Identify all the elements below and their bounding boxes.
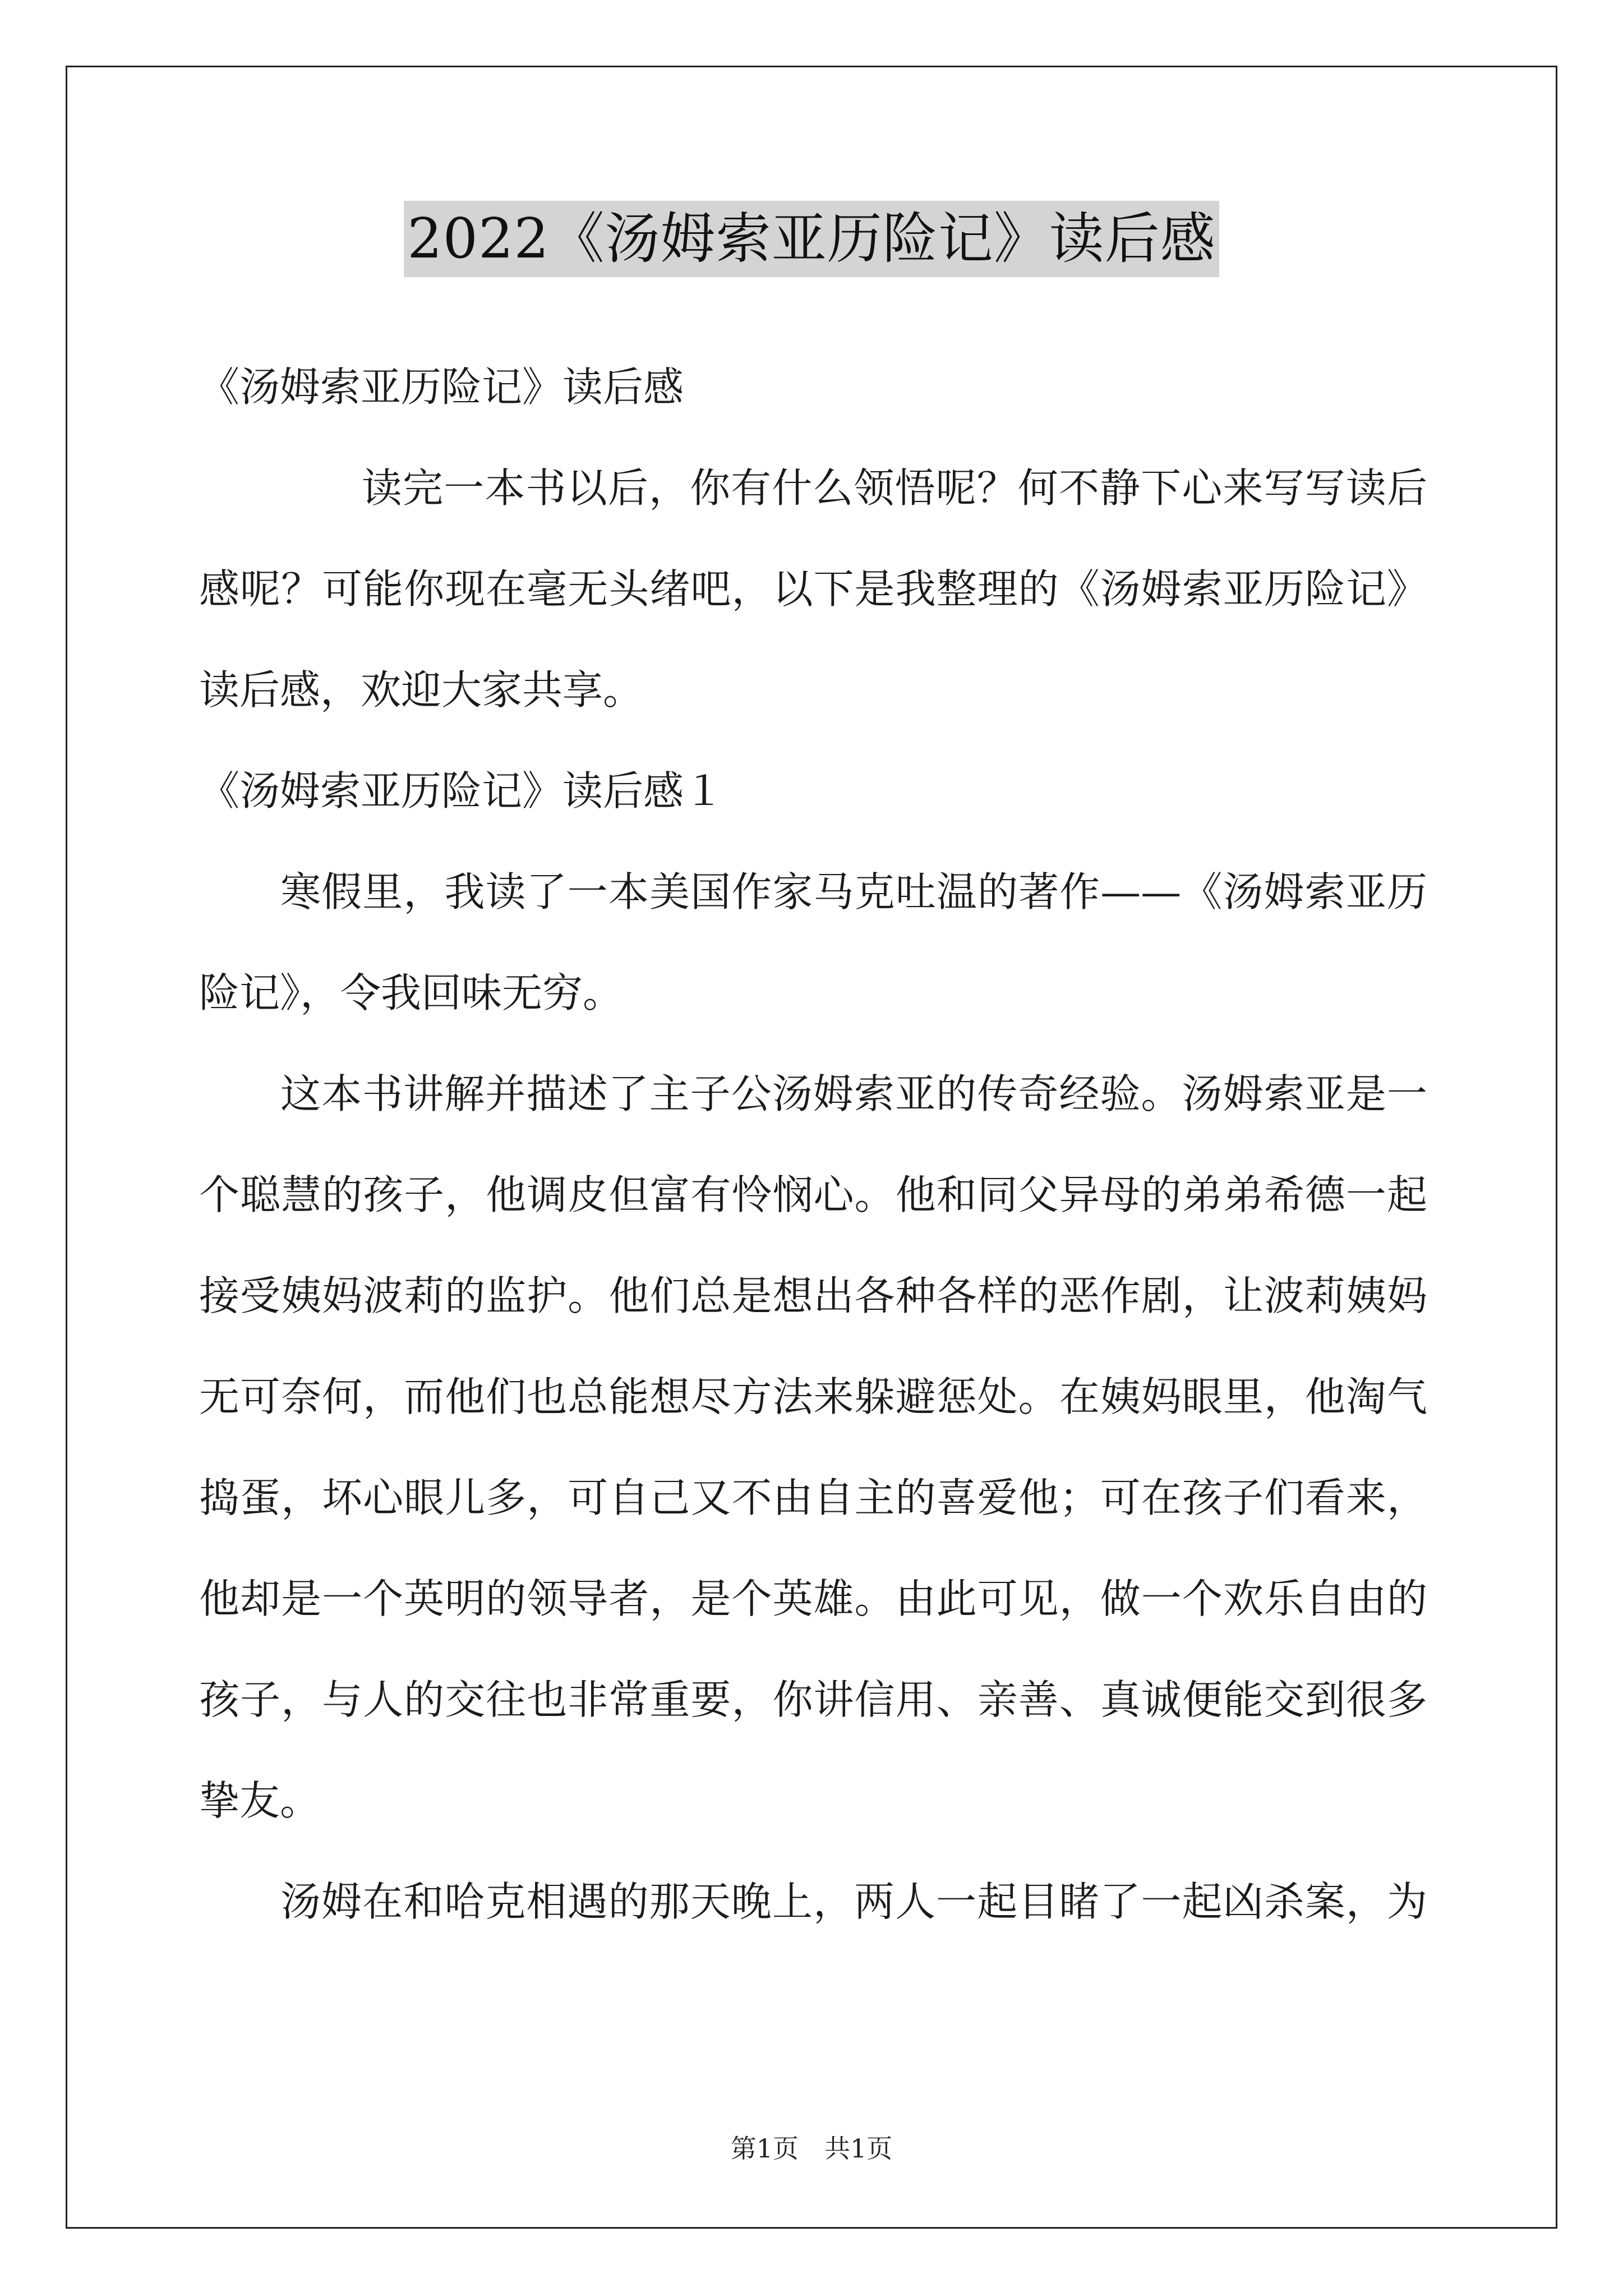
body-text-line: 汤姆在和哈克相遇的那天晚上，两人一起目睹了一起凶杀案，为 bbox=[280, 1878, 1427, 1925]
body-text-line: 挚友。 bbox=[199, 1777, 321, 1824]
body-text-line: 接受姨妈波莉的监护。他们总是想出各种各样的恶作剧，让波莉姨妈 bbox=[199, 1272, 1427, 1319]
body-text-line: 险记》，令我回味无穷。 bbox=[199, 969, 624, 1016]
body-text-line: 这本书讲解并描述了主子公汤姆索亚的传奇经验。汤姆索亚是一 bbox=[280, 1070, 1427, 1117]
body-text-line: 捣蛋，坏心眼儿多，可自己又不由自主的喜爱他；可在孩子们看来， bbox=[199, 1474, 1427, 1521]
body-text-line: 《汤姆索亚历险记》读后感 bbox=[199, 364, 684, 411]
body-text-line: 寒假里，我读了一本美国作家马克吐温的著作——《汤姆索亚历 bbox=[280, 868, 1427, 915]
document-title: 2022《汤姆索亚历险记》读后感 bbox=[404, 201, 1219, 277]
title-container bbox=[0, 201, 1623, 277]
page-footer: 第1页 共1页 bbox=[730, 2133, 893, 2164]
body-text-line: 《汤姆索亚历险记》读后感１ bbox=[199, 767, 725, 815]
document-body bbox=[199, 337, 1427, 1952]
body-text-line: 读完一本书以后，你有什么领悟呢？何不静下心来写写读后 bbox=[362, 464, 1427, 512]
body-text-line: 无可奈何，而他们也总能想尽方法来躲避惩处。在姨妈眼里，他淘气 bbox=[199, 1373, 1427, 1420]
body-text-line: 个聪慧的孩子，他调皮但富有怜悯心。他和同父异母的弟弟希德一起 bbox=[199, 1171, 1427, 1218]
body-text-line: 孩子，与人的交往也非常重要，你讲信用、亲善、真诚便能交到很多 bbox=[199, 1676, 1427, 1723]
body-text-line: 感呢？可能你现在毫无头绪吧，以下是我整理的《汤姆索亚历险记》 bbox=[199, 565, 1427, 613]
body-text-line: 他却是一个英明的领导者，是个英雄。由此可见，做一个欢乐自由的 bbox=[199, 1575, 1427, 1622]
body-text-line: 读后感，欢迎大家共享。 bbox=[199, 666, 644, 714]
